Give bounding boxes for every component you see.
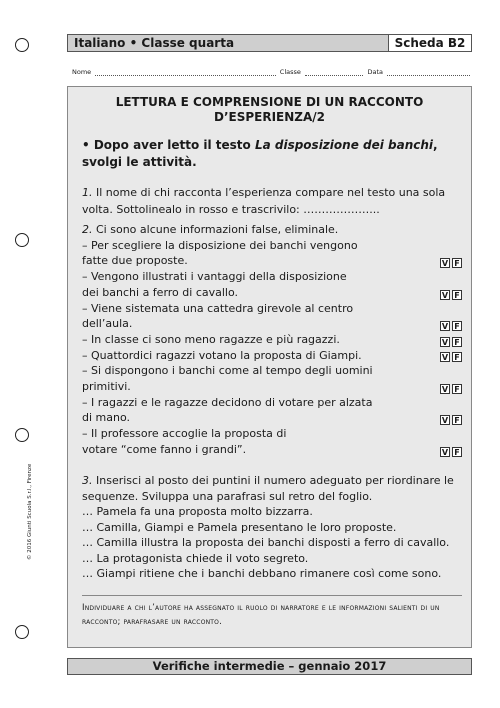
true-false-item (82, 348, 462, 364)
true-false-item (82, 269, 462, 300)
name-field[interactable] (95, 68, 276, 76)
false-checkbox[interactable]: F (452, 352, 462, 362)
true-false-item (82, 363, 462, 394)
exercise-1 (82, 184, 462, 218)
false-checkbox[interactable]: F (452, 258, 462, 268)
learning-goal: Individuare a chi l’autore ha assegnato il ruolo di narratore e le informazioni salienti di un racconto; parafrasare un racconto. (82, 603, 440, 627)
false-checkbox[interactable]: F (452, 384, 462, 394)
false-checkbox[interactable]: F (452, 415, 462, 425)
instructions (82, 137, 462, 171)
true-false-item (82, 301, 462, 332)
divider (82, 595, 462, 596)
binder-hole-2 (15, 233, 29, 247)
statement-line: – In classe ci sono meno ragazze e più ragazzi. (82, 332, 340, 346)
intro-text-end: , svolgi le attività. (82, 138, 438, 169)
true-checkbox[interactable]: V (441, 447, 449, 457)
header-bar (67, 34, 472, 52)
binder-hole-1 (15, 38, 29, 52)
statement-line: – Vengono illustrati i vantaggi della disposizione (82, 270, 347, 284)
statement-line: – Il professore accoglie la proposta di (82, 427, 287, 441)
sheet-label: Scheda B2 (388, 35, 471, 51)
worksheet-title (68, 95, 471, 125)
statement-line: primitivi. (82, 380, 131, 394)
false-checkbox[interactable]: F (452, 447, 462, 457)
statement-line: di mano. (82, 411, 130, 425)
true-checkbox[interactable]: V (441, 290, 449, 300)
statement-line: – Per scegliere la disposizione dei banchi vengono (82, 238, 358, 252)
statement-line: fatte due proposte. (82, 254, 188, 268)
false-checkbox[interactable]: F (452, 290, 462, 300)
true-checkbox[interactable]: V (441, 353, 449, 363)
worksheet-panel (67, 86, 472, 648)
true-false-item (82, 332, 462, 348)
sequence-item[interactable]: … Pamela fa una proposta molto bizzarra. (82, 505, 313, 518)
statement-line: votare “come fanno i grandi”. (82, 442, 247, 456)
true-checkbox[interactable]: V (441, 259, 449, 269)
sequence-item[interactable]: … Giampi ritiene che i banchi debbano rimanere così come sono. (82, 567, 442, 580)
sequence-item[interactable]: … La protagonista chiede il voto segreto. (82, 551, 309, 565)
exercise-1-number: 1. (82, 186, 93, 199)
sequence-item[interactable]: … Camilla illustra la proposta dei banchi disposti a ferro di cavallo. (82, 536, 450, 549)
true-false-item (82, 238, 462, 269)
footer-bar: Verifiche intermedie – gennaio 2017 (67, 658, 472, 675)
statement-line: – Viene sistemata una cattedra girevole al centro (82, 301, 354, 315)
statement-line: dei banchi a ferro di cavallo. (82, 285, 239, 299)
book-title: La disposizione dei banchi (254, 138, 434, 152)
true-false-item (82, 426, 462, 457)
date-label: Data (367, 68, 384, 76)
true-false-item (82, 395, 462, 426)
binder-hole-4 (15, 625, 29, 639)
name-label: Nome (72, 68, 92, 76)
class-field[interactable] (305, 68, 364, 76)
true-checkbox[interactable]: V (441, 337, 449, 347)
exercise-3-number: 3. (82, 474, 93, 487)
statement-line: – I ragazzi e le ragazze decidono di votare per alzata (82, 395, 373, 409)
exercise-3 (82, 473, 467, 582)
exercise-2-number: 2. (82, 223, 93, 236)
true-checkbox[interactable]: V (441, 321, 449, 331)
exercise-2 (82, 222, 462, 458)
title-line-1: LETTURA E COMPRENSIONE DI UN RACCONTO (115, 95, 424, 109)
exercise-2-intro: Ci sono alcune informazioni false, eliminale. (96, 223, 339, 236)
exercise-3-intro: Inserisci al posto dei puntini il numero adeguato per riordinare le sequenze. Sviluppa una parafrasi sul retro del foglio. (82, 474, 454, 503)
statement-line: dell’aula. (82, 317, 133, 331)
exercise-1-text: Il nome di chi racconta l’esperienza compare nel testo una sola volta. Sottolinealo in rosso e trascrivilo: ………………... (82, 186, 446, 216)
true-checkbox[interactable]: V (441, 384, 449, 394)
student-info-row (72, 68, 470, 76)
title-line-2: D’ESPERIENZA/2 (213, 110, 326, 124)
subject-label: Italiano • Classe quarta (74, 36, 235, 50)
date-field[interactable] (387, 68, 470, 76)
true-checkbox[interactable]: V (441, 416, 449, 426)
false-checkbox[interactable]: F (452, 337, 462, 347)
copyright: © 2016 Giunti Scuola S.r.l., Firenze (27, 463, 33, 560)
intro-text: • Dopo aver letto il testo (82, 138, 255, 152)
statement-line: – Si dispongono i banchi come al tempo degli uomini (82, 364, 373, 378)
sequence-item[interactable]: … Camilla, Giampi e Pamela presentano le loro proposte. (82, 520, 397, 534)
statement-line: – Quattordici ragazzi votano la proposta di Giampi. (82, 348, 362, 362)
false-checkbox[interactable]: F (452, 321, 462, 331)
class-label: Classe (279, 68, 301, 76)
